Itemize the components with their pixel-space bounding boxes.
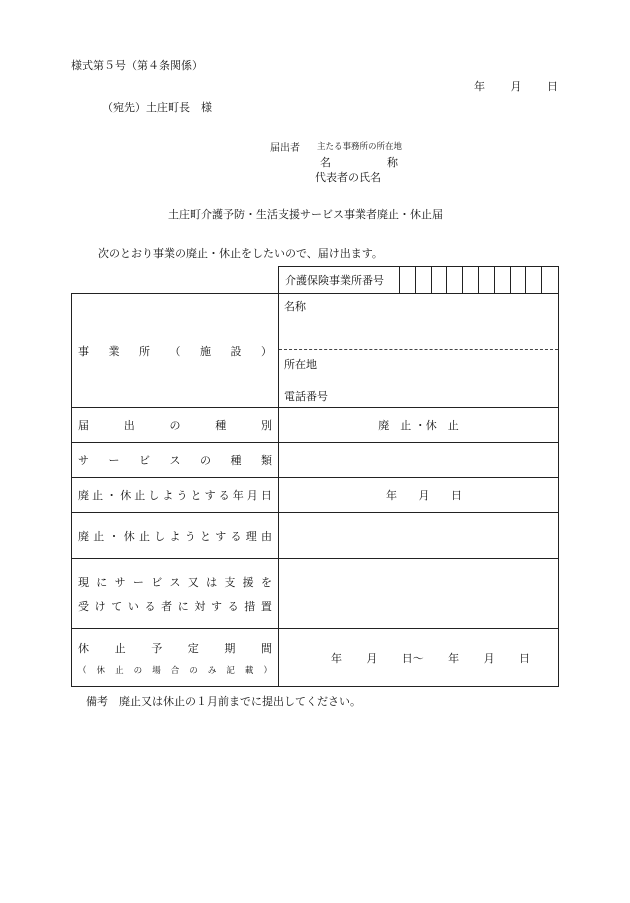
type-value[interactable] <box>279 408 559 443</box>
label-char: る <box>144 599 156 613</box>
addressee: （宛先）土庄町長 様 <box>102 101 212 114</box>
label-char: ー <box>132 575 144 589</box>
office-row <box>72 294 559 408</box>
office-name-label: 名称 <box>284 300 306 313</box>
digit-box[interactable] <box>511 267 527 293</box>
label-char: よ <box>169 529 181 543</box>
label-char: す <box>211 599 222 613</box>
date-day-label: 日 <box>547 80 558 93</box>
label-char: 廃 <box>78 529 89 543</box>
label-char: る <box>230 529 242 543</box>
label-char: 対 <box>194 599 206 613</box>
label-char: ー <box>108 454 120 467</box>
type-label <box>72 408 279 443</box>
digit-box[interactable] <box>432 267 448 293</box>
digit-box[interactable] <box>526 267 542 293</box>
period-label <box>72 629 279 687</box>
date-month-label: 月 <box>510 80 522 93</box>
label-char: 者 <box>161 599 173 613</box>
label-char: る <box>218 489 230 502</box>
header-date <box>474 78 558 94</box>
reason-value[interactable] <box>279 513 559 559</box>
applicant-label: 届出者 <box>270 143 300 154</box>
label-char: し <box>148 489 160 502</box>
label-char: 止 <box>93 529 105 543</box>
note-char: の <box>133 665 143 676</box>
label-char: 止 <box>114 641 126 655</box>
label-char: の <box>169 419 181 432</box>
date-row <box>72 478 559 513</box>
period-end-day: 日 <box>518 651 530 665</box>
label-char: 支 <box>224 575 236 589</box>
note-char: （ <box>78 665 87 676</box>
label-char: 理 <box>245 529 257 543</box>
digit-box[interactable] <box>416 267 432 293</box>
applicant-name-label <box>320 154 398 170</box>
label-char: 別 <box>261 419 272 432</box>
period-start-month: 月 <box>366 651 378 665</box>
digit-box[interactable] <box>447 267 463 293</box>
date-value[interactable] <box>279 478 559 513</box>
digit-box[interactable] <box>400 267 416 293</box>
office-phone-label: 電話番号 <box>284 390 328 403</box>
measures-value[interactable] <box>279 559 559 629</box>
label-char: 間 <box>260 641 272 655</box>
office-location-field[interactable] <box>279 350 558 407</box>
label-char: に <box>177 599 189 613</box>
label-char: 現 <box>78 575 89 589</box>
applicant-address-label: 主たる事務所の所在地 <box>317 142 403 152</box>
label-char: 定 <box>187 641 199 655</box>
office-label <box>72 294 279 408</box>
period-value[interactable] <box>279 629 559 687</box>
label-char: 止 <box>134 489 146 502</box>
date-year: 年 <box>386 489 397 502</box>
label-char: 類 <box>261 454 272 467</box>
office-number-row <box>72 267 559 294</box>
intro-text: 次のとおり事業の廃止・休止をしたいので、届け出ます。 <box>98 247 383 260</box>
note-char: 載 <box>244 665 254 676</box>
note-char: の <box>189 665 198 676</box>
label-char: サ <box>114 575 126 589</box>
label-char: サ <box>78 454 89 467</box>
service-value[interactable] <box>279 443 559 478</box>
label-char: ビ <box>139 454 150 467</box>
label-char: 届 <box>78 419 89 432</box>
label-char: を <box>260 575 272 589</box>
reason-row <box>72 513 559 559</box>
label-char: る <box>227 599 239 613</box>
footer-note: 備考 廃止又は休止の１月前までに提出してください。 <box>86 695 361 708</box>
office-name-field[interactable] <box>279 294 558 350</box>
digit-box[interactable] <box>479 267 495 293</box>
name-char-2: 称 <box>387 156 398 169</box>
form-table <box>71 266 559 687</box>
label-char: ・ <box>108 529 120 543</box>
digit-box[interactable] <box>495 267 511 293</box>
label-char: 休 <box>123 529 135 543</box>
digit-box[interactable] <box>542 267 558 293</box>
label-char: （ <box>169 344 181 358</box>
label-char: 休 <box>78 641 89 655</box>
label-char: 設 <box>230 344 242 358</box>
office-number-boxes[interactable] <box>400 267 558 293</box>
digit-box[interactable] <box>463 267 479 293</box>
label-char: 止 <box>92 489 104 502</box>
note-char: 場 <box>152 665 161 676</box>
label-char: 日 <box>260 489 272 502</box>
label-char: 業 <box>108 344 120 358</box>
label-char: 置 <box>260 599 272 613</box>
label-char: 由 <box>261 529 272 543</box>
label-char: 種 <box>215 419 227 432</box>
label-char: ） <box>261 344 272 358</box>
label-char: す <box>215 529 227 543</box>
period-end-year: 年 <box>448 651 460 665</box>
label-char: ス <box>169 454 181 467</box>
label-char: 止 <box>139 529 150 543</box>
type-row <box>72 408 559 443</box>
label-char: ビ <box>151 575 163 589</box>
label-char: 施 <box>200 344 211 358</box>
label-char: 受 <box>78 599 89 613</box>
measures-label <box>72 559 279 629</box>
office-number-label: 介護保険事業所番号 <box>279 267 400 293</box>
applicant-rep-label: 代表者の氏名 <box>315 171 381 184</box>
label-char: け <box>94 599 106 613</box>
label-char: と <box>190 489 202 502</box>
label-char: に <box>96 575 108 589</box>
label-char: の <box>200 454 211 467</box>
label-char: す <box>204 489 216 502</box>
note-char: 記 <box>226 665 235 676</box>
label-char: 年 <box>232 489 244 502</box>
service-label <box>72 443 279 478</box>
label-char: よ <box>162 489 174 502</box>
note-char: 止 <box>115 665 124 676</box>
label-char: ・ <box>106 489 118 502</box>
label-char: 事 <box>78 344 89 358</box>
label-char: 所 <box>139 344 150 358</box>
service-row <box>72 443 559 478</box>
note-char: 休 <box>96 665 106 676</box>
date-year-label: 年 <box>474 80 485 93</box>
date-day: 日 <box>451 489 462 502</box>
label-char: う <box>176 489 188 502</box>
label-char: う <box>184 529 196 543</box>
label-char: 休 <box>120 489 132 502</box>
measures-row <box>72 559 559 629</box>
period-end-month: 月 <box>483 651 495 665</box>
label-char: 又 <box>187 575 199 589</box>
period-row <box>72 629 559 687</box>
label-char: て <box>111 599 123 613</box>
office-location-label: 所在地 <box>284 358 317 371</box>
document-title: 土庄町介護予防・生活支援サービス事業者廃止・休止届 <box>168 208 443 221</box>
label-char: 期 <box>224 641 236 655</box>
note-char: み <box>207 665 217 676</box>
period-start-day: 日～ <box>401 651 424 665</box>
label-char: 措 <box>244 599 256 613</box>
label-char: 出 <box>123 419 135 432</box>
label-char: と <box>200 529 211 543</box>
label-char: 種 <box>230 454 242 467</box>
label-char: い <box>127 599 139 613</box>
label-char: 月 <box>246 489 258 502</box>
reason-label <box>72 513 279 559</box>
date-label <box>72 478 279 513</box>
label-char: 廃 <box>78 489 89 502</box>
label-char: は <box>206 575 218 589</box>
label-char: ス <box>169 575 181 589</box>
form-number: 様式第５号（第４条関係） <box>71 59 203 72</box>
note-char: ） <box>263 665 272 676</box>
label-char: 予 <box>151 641 163 655</box>
label-char: し <box>154 529 166 543</box>
name-char-1: 名 <box>320 156 331 169</box>
date-month: 月 <box>418 489 430 502</box>
note-char: 合 <box>170 665 180 676</box>
label-char: 援 <box>242 575 254 589</box>
type-options: 廃 止 ・休 止 <box>378 419 459 432</box>
period-start-year: 年 <box>331 651 342 665</box>
